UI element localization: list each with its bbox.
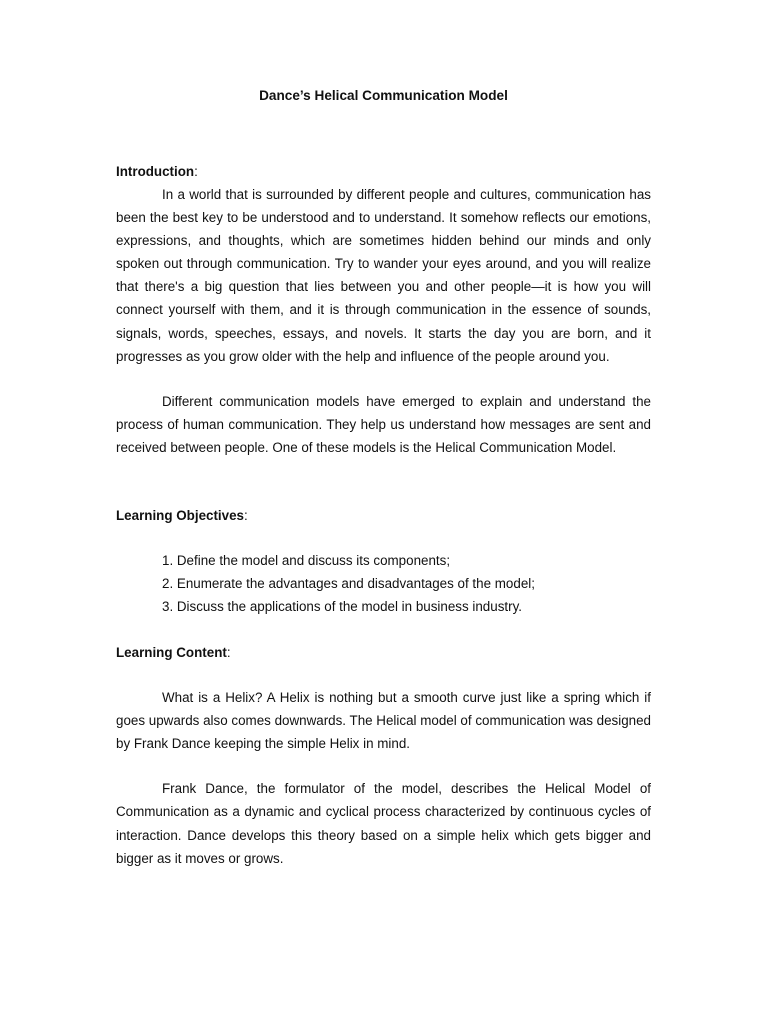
learning-content-paragraph-2: Frank Dance, the formulator of the model, describes the Helical Model of Communication as a dynamic and cyclical process characterized by continuous cycles of interaction. Dance develops this theory based on a simple helix which gets bigger and bigger as it moves or grows. bbox=[116, 781, 651, 866]
introduction-paragraph-1: In a world that is surrounded by different people and cultures, communication has been the best key to be understood and to understand. It somehow reflects our emotions, expressions, and thoughts, which are sometimes hidden behind our minds and only spoken out through communication. Try to wander your eyes around, and you will realize that there's a big question that lies between you and other people—it is how you will connect yourself with them, and it is through communication in the essence of sounds, signals, words, speeches, essays, and novels. It starts the day you are born, and it progresses as you grow older with the help and influence of the people around you. bbox=[116, 187, 651, 364]
learning-content-paragraph-1: What is a Helix? A Helix is nothing but a smooth curve just like a spring which if goes upwards also comes downwards. The Helical model of communication was designed by Frank Dance keeping the simple Helix in mind. bbox=[116, 690, 651, 752]
learning-content-heading-text: Learning Content bbox=[116, 645, 227, 661]
introduction-heading-colon: : bbox=[194, 164, 198, 179]
objectives-list-item: 1. Define the model and discuss its components; bbox=[162, 553, 451, 569]
introduction-heading-text: Introduction bbox=[116, 164, 195, 179]
objectives-heading bbox=[116, 504, 651, 527]
document-page bbox=[116, 86, 651, 870]
introduction-paragraph-2: Different communication models have emerged to explain and understand the process of human communication. They help us understand how messages are sent and received between people. One of these models is the Helical Communication Model. bbox=[116, 393, 651, 455]
document-title: Dance’s Helical Communication Model bbox=[259, 88, 508, 103]
learning-content-heading-colon: : bbox=[226, 645, 231, 661]
objectives-list-item: 3. Discuss the applications of the model in business industry. bbox=[162, 599, 522, 615]
objectives-heading-text: Learning Objectives bbox=[116, 508, 244, 524]
objectives-heading-colon: : bbox=[244, 508, 248, 524]
objectives-list bbox=[116, 549, 651, 618]
learning-content-heading bbox=[116, 641, 651, 664]
introduction-heading bbox=[116, 160, 651, 183]
objectives-list-item: 2. Enumerate the advantages and disadvantages of the model; bbox=[162, 576, 535, 592]
